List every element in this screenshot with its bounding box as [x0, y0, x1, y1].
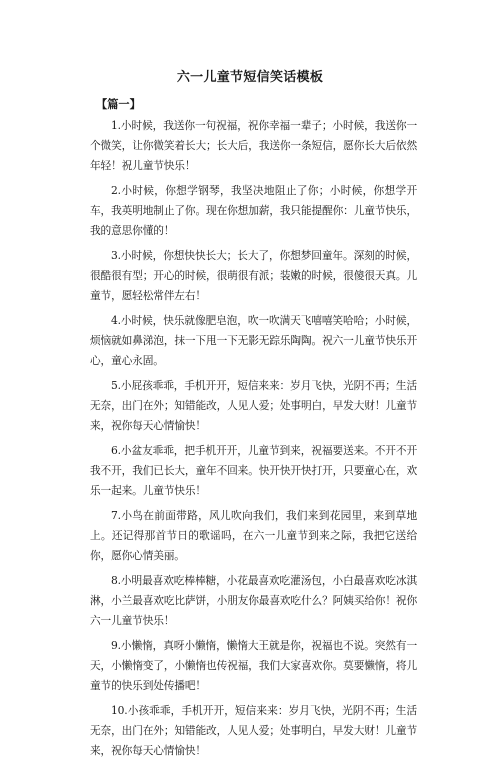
paragraph: 10.小孩乖乖，手机开开，短信来来：岁月飞快，光阴不再；生活无奈，出门在外；知错能改，人见人爱；处事明白，早发大财！儿童节来，祝你每天心情愉快！ — [90, 704, 417, 757]
paragraph: 9.小懒惰，真呀小懒惰，懒惰大王就是你，祝福也不说。突然有一天，小懒惰变了，小懒惰也传祝福，我们大家喜欢你。莫要懒惰，将儿童节的快乐到处传播吧！ — [90, 639, 417, 692]
document-title: 六一儿童节短信笑话模板 — [176, 70, 324, 85]
paragraph: 4.小时候，快乐就像肥皂泡，吹一吹满天飞嘻嘻笑哈哈；小时候，烦恼就如鼻涕泡，抹一下甩一下无影无踪乐陶陶。祝六一儿童节快乐开心，童心永固。 — [90, 314, 417, 367]
paragraph: 1.小时候，我送你一句祝福，祝你幸福一辈子；小时候，我送你一个微笑，让你微笑着长大；长大后，我送你一条短信，愿你长大后依然年轻！祝儿童节快乐！ — [90, 119, 417, 172]
paragraph: 3.小时候，你想快快长大；长大了，你想梦回童年。深刻的时候，很酷很有型；开心的时候，很萌很有派；装嫩的时候，很傻很天真。儿童节，愿轻松常伴左右！ — [90, 249, 417, 302]
section-heading: 【篇一】 — [96, 97, 141, 111]
paragraph: 8.小明最喜欢吃棒棒糖，小花最喜欢吃灌汤包，小白最喜欢吃冰淇淋，小兰最喜欢吃比萨饼，小朋友你最喜欢吃什么？阿姨买给你！祝你六一儿童节快乐！ — [90, 574, 417, 627]
paragraph: 7.小鸟在前面带路，风儿吹向我们，我们来到花园里，来到草地上。还记得那首节日的歌谣吗，在六一儿童节到来之际，我把它送给你，愿你心情美丽。 — [90, 509, 417, 562]
paragraph: 2.小时候，你想学钢琴，我坚决地阻止了你；小时候，你想学开车，我英明地制止了你。现在你想加薪，我只能提醒你：儿童节快乐，我的意思你懂的！ — [90, 184, 417, 237]
paragraph-list — [90, 116, 417, 766]
paragraph: 6.小盆友乖乖，把手机开开，儿童节到来，祝福要送来。不开不开我不开，我们已长大，童年不回来。快开快开快打开，只要童心在，欢乐一起来。儿童节快乐！ — [90, 444, 417, 497]
paragraph: 5.小屁孩乖乖，手机开开，短信来来：岁月飞快，光阴不再；生活无奈，出门在外；知错能改，人见人爱；处事明白，早发大财！儿童节来，祝你每天心情愉快！ — [90, 379, 417, 432]
